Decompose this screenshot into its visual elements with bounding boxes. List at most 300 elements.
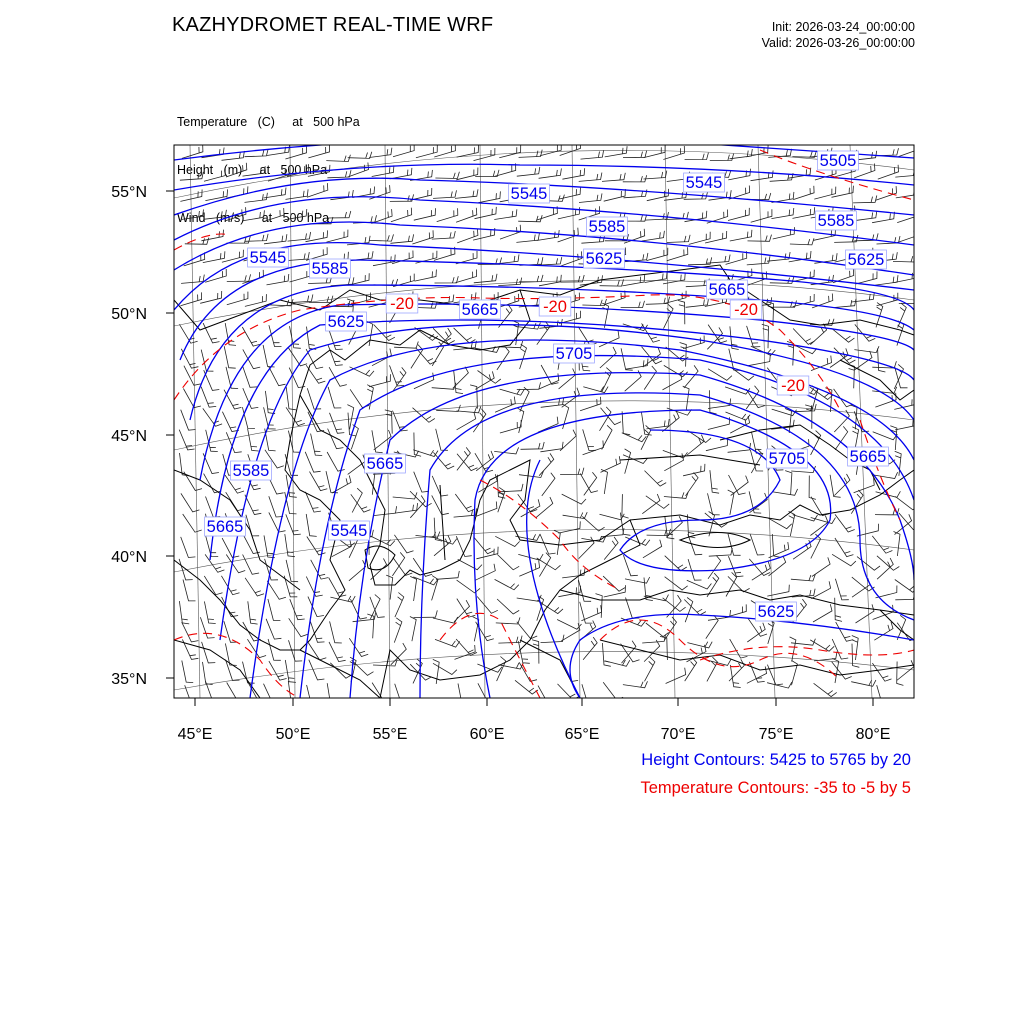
wind-barb [227, 274, 251, 281]
wind-barb [497, 555, 519, 570]
wind-barb [414, 208, 436, 220]
wind-barb [687, 642, 712, 648]
wind-barb [285, 492, 297, 514]
wind-barb [395, 593, 404, 618]
wind-barb [289, 640, 303, 661]
contour-label [326, 312, 367, 331]
wind-barb [664, 365, 688, 376]
wind-barb [286, 252, 309, 261]
wind-barb [583, 637, 597, 660]
wind-barb [478, 474, 497, 492]
wind-barb [410, 617, 416, 642]
wind-barb [767, 682, 792, 688]
wind-barb [307, 183, 328, 197]
wind-barb [708, 417, 730, 429]
wind-barb [267, 145, 290, 155]
wind-barb [243, 388, 258, 408]
wind-barb [877, 685, 890, 706]
contour-label [584, 249, 625, 268]
wind-barb [811, 497, 829, 516]
longitude-labels [178, 726, 891, 743]
wind-barb [498, 278, 521, 286]
wind-barb [748, 355, 770, 366]
wind-barb [500, 420, 521, 433]
wind-barb [747, 193, 771, 200]
wind-barb [538, 417, 558, 433]
wind-barb [456, 168, 478, 180]
contour-label [205, 517, 246, 536]
wind-barb [477, 664, 502, 672]
wind-barb [897, 228, 918, 242]
temperature-contour-legend: Temperature Contours: -35 to -5 by 5 [640, 779, 911, 797]
wind-barb [456, 208, 477, 222]
wind-barb [307, 388, 321, 409]
svg-text:5625: 5625 [757, 603, 795, 621]
wind-barb [729, 186, 750, 200]
wind-barb [621, 618, 646, 626]
wind-barb [182, 622, 199, 642]
wind-barb [554, 530, 560, 555]
wind-barb [603, 682, 623, 700]
wind-barb [326, 155, 350, 162]
wind-barb [895, 496, 918, 509]
wind-barb [767, 585, 789, 596]
wind-barb [768, 149, 791, 158]
wind-barb [539, 553, 550, 577]
wind-barb [496, 617, 520, 624]
contour-label [554, 344, 595, 363]
wind-barb [580, 397, 601, 411]
wind-barb [243, 166, 266, 176]
wind-barb [793, 515, 818, 521]
wind-barb [180, 172, 203, 180]
lat-label: 40°N [111, 549, 147, 566]
wind-barb [728, 208, 749, 221]
wind-barb [263, 208, 284, 222]
wind-barb [243, 367, 257, 388]
wind-barb [686, 298, 709, 307]
wind-barb [814, 652, 837, 661]
svg-text:5505: 5505 [819, 152, 857, 170]
wind-barb [625, 449, 631, 474]
wind-barb [433, 190, 456, 198]
lat-label: 55°N [111, 184, 147, 201]
wind-barb [269, 366, 286, 386]
wind-barb [200, 617, 214, 638]
wind-barb [412, 230, 433, 244]
wind-barb [854, 211, 877, 221]
wind-barb [539, 319, 562, 328]
wind-barb [242, 327, 260, 346]
svg-text:5625: 5625 [327, 313, 365, 331]
wind-barb [785, 471, 792, 495]
wind-barb [183, 580, 196, 601]
wind-barb [286, 189, 309, 199]
wind-barb [436, 571, 459, 579]
wind-barb [848, 364, 855, 388]
height-contours [174, 138, 914, 699]
wind-barb [686, 472, 699, 495]
svg-text:-20: -20 [781, 377, 805, 395]
wind-barb [410, 188, 432, 200]
wind-barb [896, 188, 919, 198]
wind-barb [248, 601, 258, 624]
wind-barb [663, 146, 684, 160]
wind-barb [226, 367, 238, 389]
wind-barb [521, 442, 545, 449]
contour-label [329, 521, 370, 540]
wind-barb [332, 476, 351, 494]
wind-barb [645, 657, 655, 681]
wind-barb [605, 146, 627, 157]
wind-barb [226, 555, 245, 573]
wind-barb [390, 168, 412, 179]
wind-barb [329, 367, 347, 386]
wind-barb [455, 189, 478, 198]
wind-barb [435, 172, 459, 179]
wind-barb [559, 369, 576, 389]
contour-label [509, 184, 550, 203]
field-height: Height (m) at 500 hPa [177, 163, 328, 177]
wind-barb [181, 537, 196, 558]
wind-barb [809, 476, 816, 500]
wind-barb [683, 386, 689, 411]
wind-barb [413, 577, 438, 585]
wind-barb [603, 576, 625, 591]
wind-barb [788, 168, 811, 179]
wind-barb [686, 279, 710, 287]
wind-barb [246, 515, 259, 536]
wind-barb [706, 439, 728, 451]
wind-barb [243, 534, 260, 554]
wind-barb [642, 231, 665, 241]
wind-barb [539, 168, 562, 178]
wind-barb [684, 365, 698, 388]
wind-barb [583, 441, 604, 455]
wind-barb [285, 660, 296, 682]
wind-barb [179, 324, 197, 343]
wind-barb [204, 601, 215, 623]
svg-text:5705: 5705 [768, 450, 806, 468]
plot-area [174, 138, 923, 707]
wind-barb [183, 514, 202, 532]
contour-label [386, 294, 418, 313]
wind-barb [415, 270, 437, 282]
wind-barb [433, 663, 457, 674]
wind-barb [644, 171, 667, 179]
wind-barb [850, 405, 857, 429]
wind-barb [602, 425, 612, 449]
wind-barb [329, 642, 346, 662]
svg-text:5585: 5585 [817, 212, 855, 230]
wind-barb [266, 619, 281, 639]
wind-barb [414, 610, 438, 617]
wind-barb [242, 407, 255, 428]
wind-barb [353, 612, 376, 621]
wind-barb [810, 516, 828, 536]
wind-barb [710, 470, 719, 493]
wind-barb [772, 409, 797, 416]
wind-barb [878, 348, 886, 372]
wind-barb [307, 685, 319, 707]
wind-barb [267, 274, 289, 285]
axis-ticks [166, 191, 873, 706]
lon-label: 55°E [372, 726, 408, 743]
wind-barb [542, 473, 555, 496]
wind-barb [517, 382, 541, 389]
wind-barb [857, 557, 880, 571]
wind-barb [518, 554, 543, 560]
wind-barb [835, 514, 855, 532]
wind-barb [245, 495, 261, 515]
wind-barb [793, 207, 815, 218]
wind-barb [793, 270, 815, 282]
wind-barb [478, 683, 495, 703]
wind-barb [626, 598, 640, 619]
wind-barb [833, 299, 856, 308]
lon-label: 80°E [855, 726, 891, 743]
wind-barb [562, 168, 584, 179]
svg-text:5665: 5665 [461, 301, 499, 319]
wind-barb [245, 578, 264, 596]
svg-text:-20: -20 [543, 298, 567, 316]
wind-barb [519, 561, 539, 577]
wind-barb [496, 254, 519, 264]
wind-barb [395, 684, 409, 705]
contour-label [310, 259, 351, 278]
wind-barb [289, 368, 305, 388]
wind-barb [875, 275, 898, 285]
wind-barb [791, 660, 797, 685]
wind-barb [327, 230, 348, 243]
wind-barb [285, 209, 307, 220]
wind-barb [562, 494, 586, 504]
wind-barb [685, 657, 697, 681]
wind-barb [622, 494, 629, 518]
lat-label: 50°N [111, 306, 147, 323]
field-temperature: Temperature (C) at 500 hPa [177, 115, 360, 129]
wind-barb [604, 291, 625, 305]
wind-barb [814, 683, 837, 696]
wind-barb [222, 412, 238, 432]
wind-barb [328, 387, 341, 408]
wind-barb [497, 599, 519, 614]
wind-barb [305, 492, 321, 512]
wind-barb [520, 387, 529, 412]
lon-label: 45°E [177, 726, 213, 743]
wind-barb [684, 600, 706, 616]
wind-barb [475, 170, 499, 177]
wind-barb [437, 208, 458, 221]
svg-text:5665: 5665 [708, 281, 746, 299]
borders [174, 265, 914, 698]
wind-barb [601, 456, 621, 472]
lon-label: 50°E [275, 726, 311, 743]
contour-label [587, 217, 628, 236]
wind-barb [179, 601, 189, 624]
wind-barb [474, 274, 497, 283]
svg-text:5705: 5705 [555, 345, 593, 363]
wind-barb [517, 167, 540, 176]
wind-barb [348, 273, 370, 285]
wind-barb [369, 148, 392, 158]
wind-barb [201, 387, 216, 408]
wind-barb [393, 367, 406, 390]
wind-barb [414, 472, 429, 492]
wind-barb [537, 230, 560, 240]
contour-label [460, 300, 501, 319]
lon-label: 60°E [469, 726, 505, 743]
wind-barb [455, 270, 476, 283]
svg-text:5665: 5665 [206, 518, 244, 536]
wind-barb [899, 297, 923, 304]
wind-barb [352, 187, 374, 198]
wind-barb [350, 389, 369, 407]
wind-barb [625, 577, 650, 583]
wind-barb [477, 597, 498, 614]
wind-barb [371, 209, 392, 223]
wind-barb [602, 303, 608, 328]
wind-barb [580, 602, 593, 623]
wind-barb [475, 207, 497, 219]
svg-text:5545: 5545 [685, 174, 723, 192]
wind-barb [265, 559, 278, 580]
svg-text:5665: 5665 [366, 455, 404, 473]
wind-barb [730, 230, 752, 241]
contour-label [539, 297, 571, 316]
wind-barb [432, 231, 456, 239]
wind-barb [243, 349, 260, 368]
wind-barb [877, 293, 898, 306]
wind-barb [762, 324, 769, 348]
contour-label [846, 250, 887, 269]
lat-label: 45°N [111, 428, 147, 445]
wind-barb [895, 168, 918, 177]
wind-barb [835, 598, 842, 622]
wind-barb [898, 142, 919, 156]
wind-barb [558, 586, 580, 597]
wind-barb [897, 615, 906, 640]
wind-barb [455, 494, 475, 512]
wind-barb [348, 152, 372, 159]
wind-barb [306, 514, 317, 536]
wind-barb [856, 271, 877, 284]
wind-barb [350, 367, 375, 376]
wind-barb [432, 495, 449, 514]
wind-barb [728, 443, 751, 452]
wind-barb [290, 599, 305, 620]
wind-barb [793, 329, 814, 345]
wind-barb [872, 212, 894, 223]
wind-barb [227, 683, 245, 702]
wind-barb [352, 660, 374, 675]
wind-barb [768, 518, 792, 529]
wind-barb [475, 564, 495, 580]
wind-barb [644, 145, 666, 157]
wind-barb [539, 453, 554, 475]
wind-barb [830, 475, 841, 498]
wind-barb [181, 410, 196, 431]
wind-barb [185, 685, 200, 706]
wind-barb [330, 413, 345, 434]
wind-barb [517, 622, 537, 639]
wind-barb [456, 536, 471, 556]
wind-barb [203, 210, 226, 220]
wind-barb [621, 348, 633, 370]
wind-barb [330, 190, 353, 200]
wind-barb [203, 662, 213, 685]
wind-barb [497, 346, 509, 370]
wind-barb [751, 209, 772, 222]
lon-label: 75°E [758, 726, 794, 743]
svg-text:-20: -20 [734, 301, 758, 319]
contour-label [767, 449, 808, 468]
wind-barb [897, 209, 918, 223]
wind-barb [265, 391, 275, 414]
wind-barb [834, 474, 850, 496]
wind-barb [641, 425, 651, 449]
wind-barb [705, 231, 727, 243]
wind-barb [538, 686, 556, 705]
wind-barb [308, 597, 324, 617]
wind-barb [832, 662, 852, 679]
wind-barb [370, 234, 394, 241]
wind-barb [832, 554, 856, 566]
contour-label [684, 173, 725, 192]
wind-barb [710, 154, 734, 161]
wind-barb [830, 348, 848, 367]
wind-barb [791, 574, 815, 581]
wind-barb [267, 581, 286, 600]
wind-barb [226, 163, 247, 177]
wind-barb [435, 639, 460, 647]
wind-barb [643, 540, 662, 558]
wind-barb [622, 433, 647, 442]
wind-barb [286, 560, 298, 582]
wind-barb [680, 343, 687, 367]
wind-barb [224, 346, 236, 368]
wind-barb [832, 639, 848, 659]
svg-text:5665: 5665 [849, 448, 887, 466]
wind-barb [435, 276, 459, 283]
wind-barb [245, 234, 269, 242]
wind-barb [494, 209, 517, 219]
wind-barb [605, 660, 630, 666]
wind-barb [894, 532, 901, 557]
wind-barb [664, 617, 676, 641]
wind-barb [225, 323, 236, 345]
contour-label [248, 248, 289, 267]
wind-barb [582, 516, 604, 531]
wind-barb [708, 555, 721, 578]
contour-label [707, 280, 748, 299]
wind-barb [500, 484, 524, 492]
contour-label [816, 211, 857, 230]
wind-barb [667, 235, 691, 243]
valid-time: Valid: 2026-03-26_00:00:00 [761, 36, 915, 50]
svg-text:5545: 5545 [510, 185, 548, 203]
wind-barb [832, 186, 854, 198]
wind-barb [519, 150, 543, 158]
wind-barb [853, 196, 877, 203]
wind-barb [416, 145, 437, 158]
wind-barb [687, 580, 712, 589]
wind-barb [558, 521, 580, 533]
lon-label: 65°E [564, 726, 600, 743]
wind-barb [793, 540, 811, 559]
wind-barb [349, 638, 368, 656]
wind-barb [330, 621, 342, 643]
